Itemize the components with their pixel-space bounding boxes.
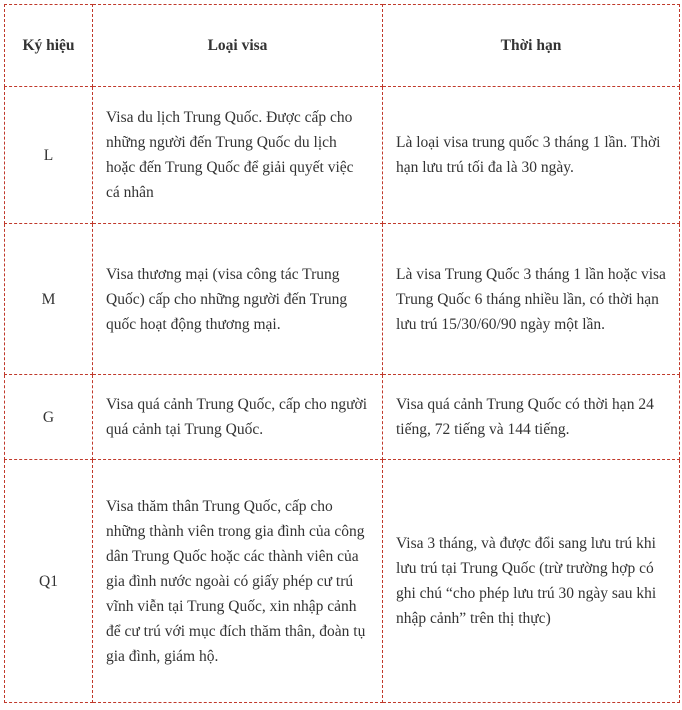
visa-type-cell: Visa quá cảnh Trung Quốc, cấp cho người quá cảnh tại Trung Quốc. bbox=[93, 375, 383, 460]
visa-code-cell: L bbox=[5, 87, 93, 224]
table-row bbox=[5, 87, 680, 224]
header-duration: Thời hạn bbox=[383, 5, 680, 87]
visa-duration-cell: Là loại visa trung quốc 3 tháng 1 lần. Thời hạn lưu trú tối đa là 30 ngày. bbox=[383, 87, 680, 224]
visa-type-cell: Visa du lịch Trung Quốc. Được cấp cho những người đến Trung Quốc du lịch hoặc đến Trung Quốc để giải quyết việc cá nhân bbox=[93, 87, 383, 224]
visa-table bbox=[4, 4, 680, 703]
header-visa-type: Loại visa bbox=[93, 5, 383, 87]
visa-type-cell: Visa thăm thân Trung Quốc, cấp cho những thành viên trong gia đình của công dân Trung Quốc hoặc các thành viên của gia đình nước ngoài có giấy phép cư trú vĩnh viễn tại Trung Quốc, xin nhập cảnh để cư trú với mục đích thăm thân, đoàn tụ gia đình, giám hộ. bbox=[93, 460, 383, 703]
visa-code-cell: Q1 bbox=[5, 460, 93, 703]
table-row bbox=[5, 460, 680, 703]
visa-duration-cell: Visa 3 tháng, và được đổi sang lưu trú khi lưu trú tại Trung Quốc (trừ trường hợp có ghi chú “cho phép lưu trú 30 ngày sau khi nhập cảnh” trên thị thực) bbox=[383, 460, 680, 703]
visa-duration-cell: Là visa Trung Quốc 3 tháng 1 lần hoặc visa Trung Quốc 6 tháng nhiều lần, có thời hạn lưu trú 15/30/60/90 ngày một lần. bbox=[383, 224, 680, 375]
visa-duration-cell: Visa quá cảnh Trung Quốc có thời hạn 24 tiếng, 72 tiếng và 144 tiếng. bbox=[383, 375, 680, 460]
table-row bbox=[5, 375, 680, 460]
header-code: Ký hiệu bbox=[5, 5, 93, 87]
visa-type-cell: Visa thương mại (visa công tác Trung Quốc) cấp cho những người đến Trung quốc hoạt động thương mại. bbox=[93, 224, 383, 375]
table-row bbox=[5, 224, 680, 375]
visa-code-cell: M bbox=[5, 224, 93, 375]
visa-code-cell: G bbox=[5, 375, 93, 460]
table-header-row bbox=[5, 5, 680, 87]
